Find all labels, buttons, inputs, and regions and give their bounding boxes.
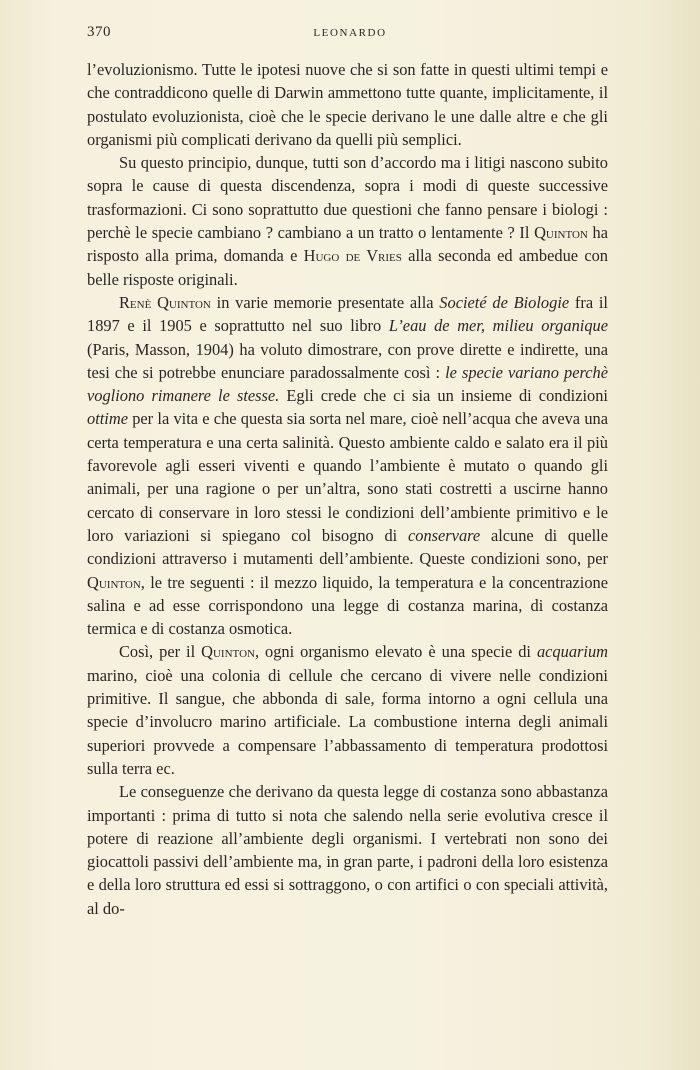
italic-text: Societé de Biologie bbox=[439, 292, 570, 312]
small-caps-name: Hugo de Vries bbox=[303, 246, 402, 266]
italic-text: le specie variano perchè vogliono rimanere le stesse. bbox=[87, 362, 608, 406]
text-run: Su questo principio, dunque, tutti son d’accordo ma i litigi nascono subito sopra le cause di questa discendenza, sopra i modi di queste successive trasformazioni. Ci sono soprattutto due questioni che fanno pensare i biologi : perchè le specie cambiano ? cambiano a un tratto o lentamente ? Il bbox=[87, 153, 608, 243]
page-header bbox=[87, 24, 613, 46]
text-run: Le conseguenze che derivano da questa legge di costanza sono abbastanza importanti : prima di tutto si nota che salendo nella serie evolutiva cresce il potere di reazione all’ambiente degli organismi. I vertebrati non sono dei giocattoli passivi dell’ambiente ma, in gran parte, i padroni della loro esistenza e della loro struttura ed essi si sottraggono, o con artifici o con speciali attività, al do- bbox=[87, 782, 608, 918]
text-run: , ogni organismo elevato è una specie di bbox=[254, 642, 537, 662]
text-run: marino, cioè una colonia di cellule che cercano di vivere nelle condizioni primitive. Il sangue, che abbonda di sale, forma intorno a ogni cellula una specie d’involucro marino artificiale. La combustione interna degli animali superiori provvede a compensare l’abbassamento di temperatura prodottosi sulla terra ec. bbox=[87, 665, 608, 778]
text-run: Egli crede che ci sia un insieme di condizioni bbox=[279, 386, 608, 406]
italic-text: conservare bbox=[407, 525, 481, 545]
text-run: per la vita e che questa sia sorta nel mare, cioè nell’acqua che aveva una certa temperatura e una certa salinità. Questo ambiente caldo e salato era il più favorevole agli esseri viventi e quando l’ambiente è mutato o quando gli animali, per una ragione o per un’altra, sono stati costretti a uscirne hanno cercato di conservare in loro stessi le condizioni dell’ambiente primitivo e le loro variazioni si spiegano col bisogno di bbox=[87, 409, 608, 545]
text-run: (Paris, Masson, 1904) ha voluto dimostrare, con prove dirette e indirette, una tesi che si potrebbe enunciare paradossalmente così : bbox=[87, 339, 608, 382]
page-number: 370 bbox=[87, 24, 111, 40]
italic-text: ottime bbox=[87, 409, 128, 429]
text-run: Così, per il bbox=[119, 642, 202, 662]
paragraph bbox=[87, 151, 608, 291]
paragraph bbox=[87, 780, 608, 920]
text-run: alla seconda ed ambedue con belle risposte originali. bbox=[87, 246, 609, 289]
italic-text: acquarium bbox=[536, 642, 608, 662]
paragraph bbox=[87, 640, 608, 780]
italic-text: L’eau de mer, milieu organique bbox=[388, 316, 608, 336]
running-head: LEONARDO bbox=[313, 27, 387, 39]
small-caps-name: Quinton bbox=[87, 572, 141, 592]
text-run: ha risposto alla prima, domanda e bbox=[87, 223, 608, 266]
small-caps-name: Quinton bbox=[201, 642, 255, 662]
text-run: fra il 1897 e il 1905 e soprattutto nel suo libro bbox=[87, 292, 608, 336]
small-caps-name: Renè Quinton bbox=[119, 292, 211, 312]
text-run: l’evoluzionismo. Tutte le ipotesi nuove che si son fatte in questi ultimi tempi e che contraddicono quelle di Darwin ammettono tutte quante, implicitamente, il postulato evoluzionista, cioè che le specie derivano le une dalle altre e che gli organismi più complicati derivano da quelli più semplici. bbox=[87, 60, 608, 149]
text-run: alcune di quelle condizioni attraverso i mutamenti dell’ambiente. Queste condizioni sono, per bbox=[87, 525, 608, 569]
paragraph bbox=[87, 58, 608, 151]
body-text bbox=[87, 58, 608, 920]
small-caps-name: Quinton bbox=[534, 223, 588, 243]
text-run: in varie memorie presentate alla bbox=[210, 292, 440, 312]
text-run: , le tre seguenti : il mezzo liquido, la temperatura e la concentrazione salina e ad esse corrispondono una legge di costanza marina, di costanza termica e di costanza osmotica. bbox=[87, 572, 608, 639]
paragraph bbox=[87, 291, 608, 640]
